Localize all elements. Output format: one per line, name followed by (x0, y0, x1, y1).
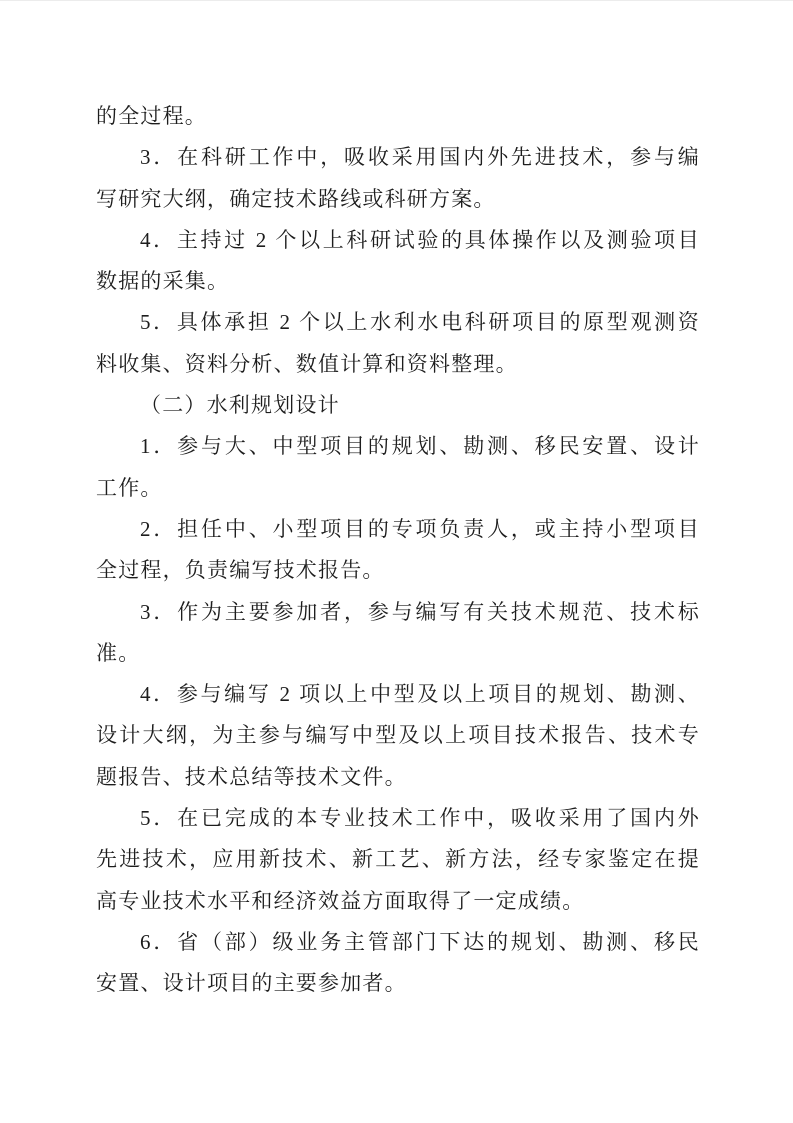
text-line: 2．担任中、小型项目的专项负责人，或主持小型项目 (140, 516, 700, 541)
text-line: 准。 (96, 640, 141, 665)
paragraph (96, 798, 700, 922)
paragraph (96, 385, 700, 426)
text-line: 设计大纲，为主参与编写中型及以上项目技术报告、技术专 (96, 723, 700, 748)
section-heading: （二）水利规划设计 (140, 393, 340, 418)
paragraph (96, 302, 700, 385)
paragraph (96, 220, 700, 303)
paragraph (96, 96, 700, 137)
text-line: 5．具体承担 2 个以上水利水电科研项目的原型观测资 (140, 310, 700, 335)
paragraph (96, 674, 700, 798)
text-line: 全过程，负责编写技术报告。 (96, 558, 385, 583)
text-line: 3．在科研工作中，吸收采用国内外先进技术，参与编 (140, 145, 700, 170)
text-line: 4．主持过 2 个以上科研试验的具体操作以及测验项目 (140, 227, 700, 252)
paragraph (96, 137, 700, 220)
text-line: 题报告、技术总结等技术文件。 (96, 764, 407, 789)
text-line: 写研究大纲，确定技术路线或科研方案。 (96, 186, 496, 211)
text-line: 工作。 (96, 475, 163, 500)
text-line: 的全过程。 (96, 104, 207, 128)
paragraph (96, 509, 700, 592)
text-line: 先进技术，应用新技术、新工艺、新方法，经专家鉴定在提 (96, 847, 700, 872)
paragraph (96, 922, 700, 1005)
paragraph (96, 592, 700, 675)
text-line: 1．参与大、中型项目的规划、勘测、移民安置、设计 (140, 434, 700, 459)
text-line: 料收集、资料分析、数值计算和资料整理。 (96, 351, 518, 376)
document-body (96, 96, 700, 1005)
text-line: 数据的采集。 (96, 269, 230, 294)
text-line: 安置、设计项目的主要参加者。 (96, 971, 407, 996)
text-line: 4．参与编写 2 项以上中型及以上项目的规划、勘测、 (140, 682, 700, 707)
text-line: 3．作为主要参加者，参与编写有关技术规范、技术标 (140, 599, 700, 624)
paragraph (96, 426, 700, 509)
text-line: 6．省（部）级业务主管部门下达的规划、勘测、移民 (140, 929, 700, 954)
text-line: 高专业技术水平和经济效益方面取得了一定成绩。 (96, 888, 585, 913)
text-line: 5．在已完成的本专业技术工作中，吸收采用了国内外 (140, 806, 700, 831)
